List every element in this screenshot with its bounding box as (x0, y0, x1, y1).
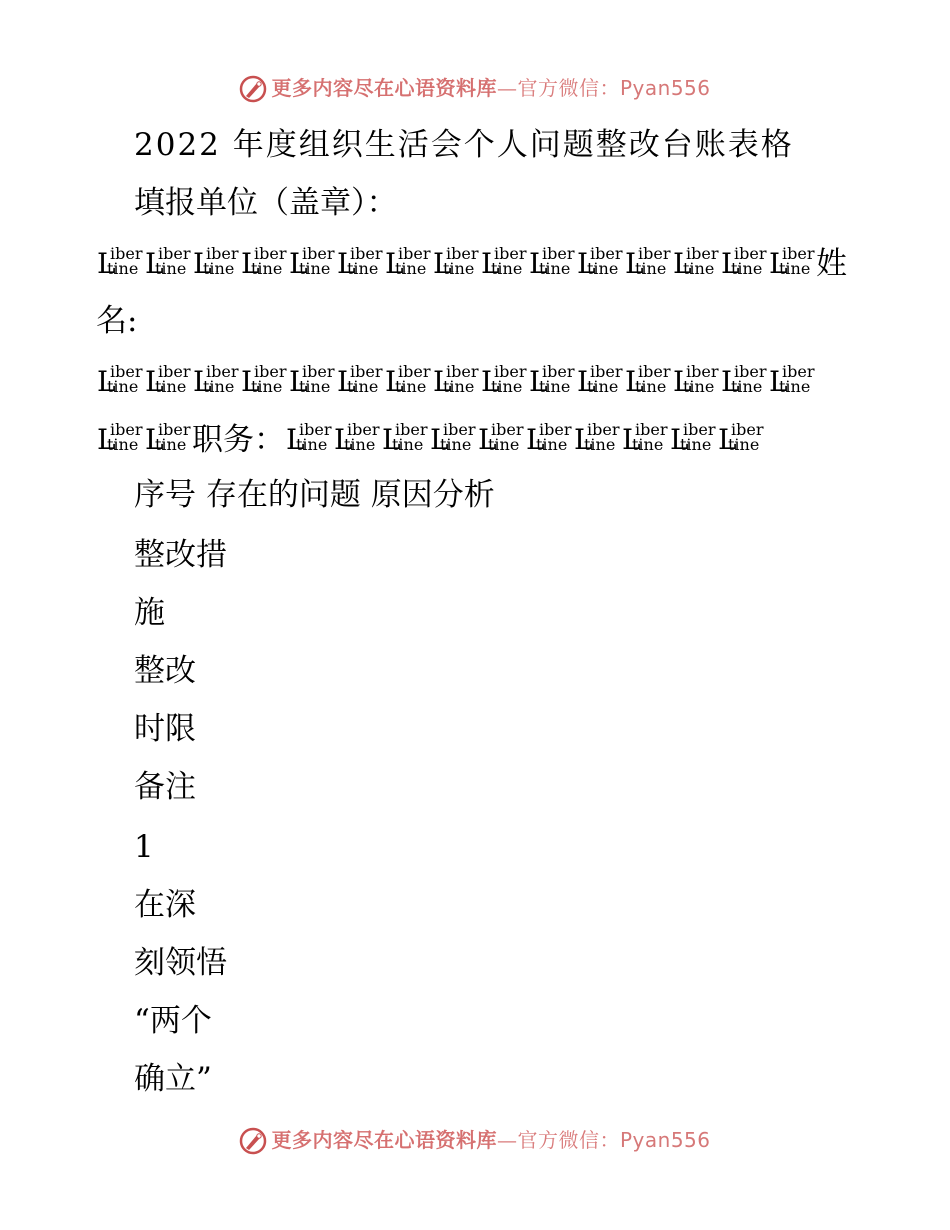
placeholder-sub: tine (107, 259, 139, 278)
underline-placeholder (144, 364, 192, 398)
placeholder-sub: tine (539, 259, 571, 278)
placeholder-cap: L (622, 423, 641, 456)
placeholder-cap: L (430, 423, 449, 456)
underline-placeholder (573, 422, 621, 456)
placeholder-sub: tine (107, 377, 139, 396)
placeholder-sup: iber (206, 244, 239, 263)
placeholder-sup: iber (734, 244, 767, 263)
underline-placeholder (672, 364, 720, 398)
placeholder-sup: iber (350, 362, 383, 381)
placeholder-sup: iber (398, 244, 431, 263)
placeholder-sup: iber (395, 420, 428, 439)
placeholder-sub: tine (491, 377, 523, 396)
placeholder-sup: iber (158, 420, 191, 439)
placeholder-cap: L (433, 247, 452, 280)
placeholder-sup: iber (398, 362, 431, 381)
position-label: 职务： (192, 422, 285, 458)
placeholder-sub: tine (779, 377, 811, 396)
placeholder-sup: iber (686, 244, 719, 263)
placeholder-sup: iber (590, 362, 623, 381)
table-header-line: 序号 存在的问题 原因分析 (134, 477, 495, 513)
underline-placeholder (285, 422, 333, 456)
placeholder-cap: L (769, 247, 788, 280)
position-field-line (96, 422, 765, 456)
placeholder-sub: tine (443, 377, 475, 396)
underline-placeholder (432, 246, 480, 280)
placeholder-sub: tine (344, 435, 376, 454)
placeholder-sub: tine (632, 435, 664, 454)
placeholder-cap: L (625, 365, 644, 398)
watermark-wechat-label: 官方微信： (517, 1128, 620, 1152)
placeholder-sub: tine (155, 435, 187, 454)
underline-placeholder (384, 246, 432, 280)
underline-placeholder (624, 364, 672, 398)
underline-placeholder (288, 246, 336, 280)
watermark-brand: 更多内容尽在心语资料库 (271, 1128, 497, 1152)
placeholder-sup: iber (587, 420, 620, 439)
underline-placeholder (576, 246, 624, 280)
col-measure-line1: 整改措 (134, 537, 227, 573)
underline-placeholder (96, 422, 144, 456)
placeholder-sub: tine (683, 259, 715, 278)
placeholder-sub: tine (392, 435, 424, 454)
placeholder-sup: iber (254, 244, 287, 263)
placeholder-sup: iber (635, 420, 668, 439)
underline-placeholder (768, 364, 816, 398)
placeholder-sup: iber (590, 244, 623, 263)
placeholder-cap: L (145, 247, 164, 280)
underline-placeholder (144, 246, 192, 280)
placeholder-sub: tine (443, 259, 475, 278)
placeholder-sup: iber (734, 362, 767, 381)
placeholder-cap: L (526, 423, 545, 456)
placeholder-sub: tine (299, 377, 331, 396)
placeholder-sub: tine (536, 435, 568, 454)
underline-placeholder (288, 364, 336, 398)
placeholder-sub: tine (107, 435, 139, 454)
placeholder-sup: iber (302, 244, 335, 263)
placeholder-sub: tine (731, 259, 763, 278)
placeholder-sub: tine (587, 259, 619, 278)
watermark-wechat-label: 官方微信： (517, 76, 620, 100)
underline-placeholder (528, 246, 576, 280)
underline-placeholder (336, 364, 384, 398)
placeholder-cap: L (670, 423, 689, 456)
placeholder-sub: tine (635, 377, 667, 396)
underline-placeholder (144, 422, 192, 456)
placeholder-sup: iber (110, 362, 143, 381)
placeholder-sub: tine (584, 435, 616, 454)
underline-placeholder (669, 422, 717, 456)
placeholder-cap: L (382, 423, 401, 456)
watermark-wechat-id: Pyan556 (619, 1128, 711, 1152)
placeholder-cap: L (769, 365, 788, 398)
watermark-dash: — (496, 76, 518, 100)
placeholder-cap: L (286, 423, 305, 456)
placeholder-sup: iber (254, 362, 287, 381)
placeholder-sub: tine (203, 259, 235, 278)
placeholder-cap: L (145, 423, 164, 456)
placeholder-sub: tine (395, 259, 427, 278)
placeholder-sub: tine (728, 435, 760, 454)
placeholder-sub: tine (296, 435, 328, 454)
underline-placeholder (480, 364, 528, 398)
placeholder-cap: L (673, 247, 692, 280)
col-time-line2: 时限 (134, 711, 196, 747)
underline-placeholder (624, 246, 672, 280)
placeholder-sub: tine (347, 259, 379, 278)
underline-placeholder (381, 422, 429, 456)
placeholder-sup: iber (158, 362, 191, 381)
underline-placeholder (720, 364, 768, 398)
placeholder-sub: tine (731, 377, 763, 396)
placeholder-sup: iber (299, 420, 332, 439)
col-note: 备注 (134, 769, 196, 805)
underline-placeholder (477, 422, 525, 456)
watermark-footer (0, 1124, 950, 1155)
placeholder-sup: iber (443, 420, 476, 439)
placeholder-cap: L (721, 247, 740, 280)
underline-placeholder (240, 246, 288, 280)
placeholder-sub: tine (440, 435, 472, 454)
pen-logo-icon (239, 1127, 267, 1155)
placeholder-sub: tine (395, 377, 427, 396)
placeholder-cap: L (145, 365, 164, 398)
placeholder-sub: tine (299, 259, 331, 278)
placeholder-cap: L (97, 365, 116, 398)
placeholder-cap: L (289, 247, 308, 280)
placeholder-cap: L (385, 247, 404, 280)
placeholder-sup: iber (446, 244, 479, 263)
placeholder-sub: tine (635, 259, 667, 278)
row1-problem-line4: 确立” (134, 1061, 212, 1097)
placeholder-sub: tine (251, 259, 283, 278)
watermark-wechat-id: Pyan556 (619, 76, 711, 100)
placeholder-cap: L (718, 423, 737, 456)
underline-placeholder (432, 364, 480, 398)
underline-placeholder (336, 246, 384, 280)
placeholder-cap: L (241, 365, 260, 398)
placeholder-sub: tine (779, 259, 811, 278)
placeholder-cap: L (721, 365, 740, 398)
placeholder-sup: iber (491, 420, 524, 439)
placeholder-sup: iber (782, 244, 815, 263)
placeholder-cap: L (193, 365, 212, 398)
underline-placeholder (576, 364, 624, 398)
placeholder-cap: L (625, 247, 644, 280)
underline-placeholder (192, 364, 240, 398)
placeholder-cap: L (433, 365, 452, 398)
name-label: 名: (96, 303, 138, 339)
document-title: 2022 年度组织生活会个人问题整改台账表格 (134, 127, 794, 163)
name-value-line (96, 364, 816, 398)
placeholder-sup: iber (542, 362, 575, 381)
col-time-line1: 整改 (134, 653, 196, 689)
placeholder-sup: iber (302, 362, 335, 381)
placeholder-sub: tine (539, 377, 571, 396)
underline-placeholder (720, 246, 768, 280)
underline-placeholder (672, 246, 720, 280)
placeholder-sub: tine (155, 377, 187, 396)
placeholder-cap: L (577, 247, 596, 280)
placeholder-sup: iber (686, 362, 719, 381)
placeholder-cap: L (337, 365, 356, 398)
underline-placeholder (480, 246, 528, 280)
placeholder-sup: iber (782, 362, 815, 381)
placeholder-cap: L (529, 365, 548, 398)
placeholder-sub: tine (587, 377, 619, 396)
placeholder-cap: L (574, 423, 593, 456)
name-field-line (96, 246, 847, 280)
underline-placeholder (528, 364, 576, 398)
placeholder-sup: iber (110, 244, 143, 263)
placeholder-sup: iber (350, 244, 383, 263)
pen-logo-icon (239, 75, 267, 103)
placeholder-sub: tine (683, 377, 715, 396)
row1-problem-line2: 刻领悟 (134, 945, 227, 981)
placeholder-sup: iber (731, 420, 764, 439)
placeholder-sup: iber (494, 244, 527, 263)
placeholder-sup: iber (446, 362, 479, 381)
placeholder-sup: iber (494, 362, 527, 381)
placeholder-sup: iber (539, 420, 572, 439)
placeholder-cap: L (241, 247, 260, 280)
underline-placeholder (384, 364, 432, 398)
placeholder-sup: iber (347, 420, 380, 439)
watermark-brand: 更多内容尽在心语资料库 (271, 76, 497, 100)
placeholder-sup: iber (542, 244, 575, 263)
underline-placeholder (192, 246, 240, 280)
placeholder-cap: L (385, 365, 404, 398)
placeholder-cap: L (529, 247, 548, 280)
placeholder-cap: L (673, 365, 692, 398)
underline-placeholder (96, 364, 144, 398)
underline-placeholder (333, 422, 381, 456)
underline-placeholder (621, 422, 669, 456)
placeholder-cap: L (337, 247, 356, 280)
placeholder-cap: L (289, 365, 308, 398)
placeholder-sub: tine (203, 377, 235, 396)
row1-problem-line1: 在深 (134, 887, 196, 923)
underline-placeholder (96, 246, 144, 280)
placeholder-sup: iber (206, 362, 239, 381)
placeholder-sup: iber (638, 244, 671, 263)
unit-label: 填报单位（盖章）： (134, 185, 398, 221)
underline-placeholder (525, 422, 573, 456)
placeholder-sub: tine (491, 259, 523, 278)
row1-number: 1 (134, 829, 154, 865)
placeholder-sub: tine (488, 435, 520, 454)
underline-placeholder (240, 364, 288, 398)
placeholder-cap: L (334, 423, 353, 456)
placeholder-cap: L (478, 423, 497, 456)
placeholder-cap: L (97, 247, 116, 280)
placeholder-sub: tine (251, 377, 283, 396)
placeholder-sub: tine (680, 435, 712, 454)
underline-placeholder (768, 246, 816, 280)
placeholder-cap: L (481, 247, 500, 280)
placeholder-sup: iber (110, 420, 143, 439)
placeholder-sup: iber (683, 420, 716, 439)
col-measure-line2: 施 (134, 595, 165, 631)
placeholder-cap: L (577, 365, 596, 398)
placeholder-sub: tine (155, 259, 187, 278)
placeholder-sub: tine (347, 377, 379, 396)
placeholder-cap: L (481, 365, 500, 398)
underline-placeholder (429, 422, 477, 456)
row1-problem-line3: “两个 (134, 1003, 212, 1039)
name-label-part1: 姓 (816, 246, 847, 282)
placeholder-cap: L (97, 423, 116, 456)
placeholder-cap: L (193, 247, 212, 280)
watermark-dash: — (496, 1128, 518, 1152)
placeholder-sup: iber (638, 362, 671, 381)
watermark-header (0, 72, 950, 103)
placeholder-sup: iber (158, 244, 191, 263)
underline-placeholder (717, 422, 765, 456)
